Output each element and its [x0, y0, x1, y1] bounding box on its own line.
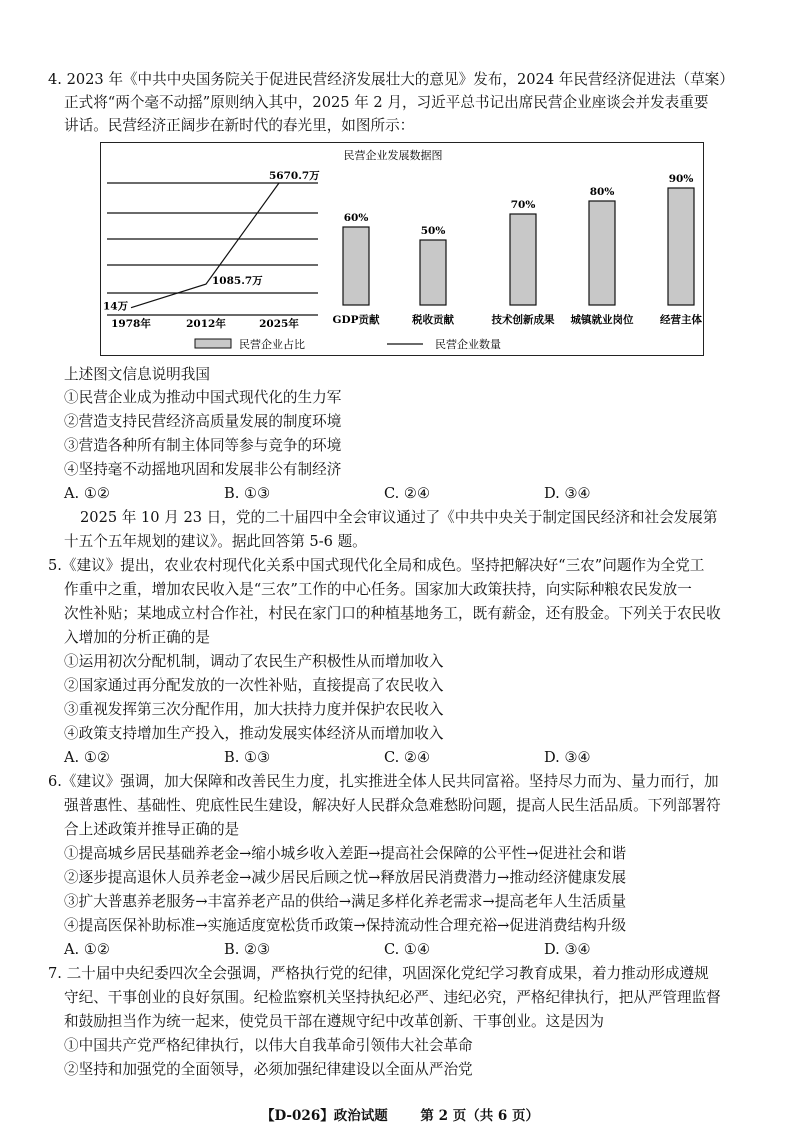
q4-item-2: ②营造支持民营经济高质量发展的制度环境	[64, 413, 342, 430]
q4-line-2: 正式将“两个毫不动摇”原则纳入其中，2025 年 2 月，习近平总书记出席民营企业座谈会并发表重要	[64, 94, 709, 111]
q5-item-4: ④政策支持增加生产投入，推动发展实体经济从而增加收入	[64, 725, 444, 742]
chart-title: 民营企业发展数据图	[343, 149, 443, 162]
q6-option-a[interactable]: A. ①②	[64, 941, 110, 958]
bar-data-label: 90%	[668, 173, 694, 185]
q4-line-1: 4. 2023 年《中共中央国务院关于促进民营经济发展壮大的意见》发布，2024 年民营经济促进法（草案）	[48, 71, 734, 88]
line-data-label: 5670.7万	[269, 170, 320, 182]
q7-item-1: ①中国共产党严格纪律执行，以伟大自我革命引领伟大社会革命	[64, 1037, 473, 1054]
bar-5	[668, 188, 694, 305]
q6-item-4: ④提高医保补助标准→实施适度宽松货币政策→保持流动性合理充裕→促进消费结构升级	[64, 917, 627, 934]
q7-item-2: ②坚持和加强党的全面领导，必须加强纪律建设以全面从严治党	[64, 1061, 473, 1078]
q6-option-b[interactable]: B. ②③	[224, 941, 271, 958]
intro-56-line-2: 十五个五年规划的建议》。据此回答第 5-6 题。	[64, 533, 367, 550]
q5-item-3: ③重视发挥第三次分配作用，加大扶持力度并保护农民收入	[64, 701, 444, 718]
chart-canvas	[101, 143, 705, 357]
legend-bar-swatch	[195, 339, 231, 348]
bar-category-label: 税收贡献	[412, 314, 454, 326]
bar-2	[420, 240, 446, 305]
bar-1	[343, 227, 369, 305]
q5-item-1: ①运用初次分配机制，调动了农民生产积极性从而增加收入	[64, 653, 444, 670]
q6-line-1: 6.《建议》强调，加大保障和改善民生力度，扎实推进全体人民共同富裕。坚持尽力而为、量力而行，加	[48, 773, 719, 790]
bar-category-label: 技术创新成果	[491, 314, 555, 326]
q5-item-2: ②国家通过再分配发放的一次性补贴，直接提高了农民收入	[64, 677, 444, 694]
q4-option-a[interactable]: A. ①②	[64, 485, 110, 502]
line-data-label: 1085.7万	[212, 275, 263, 288]
bar-category-label: 城镇就业岗位	[570, 314, 634, 326]
line-x-tick-label: 1978年	[111, 318, 151, 330]
q5-line-4: 入增加的分析正确的是	[64, 629, 210, 646]
q6-line-2: 强普惠性、基础性、兜底性民生建设，解决好人民群众急难愁盼问题，提高人民生活品质。下列部署符	[64, 797, 721, 814]
q6-item-3: ③扩大普惠养老服务→丰富养老产品的供给→满足多样化养老需求→提高老年人生活质量	[64, 893, 627, 910]
q6-line-3: 合上述政策并推导正确的是	[64, 821, 240, 838]
q7-line-1: 7. 二十届中央纪委四次全会强调，严格执行党的纪律，巩固深化党纪学习教育成果，着力推动形成遵规	[48, 965, 709, 982]
q5-option-d[interactable]: D. ③④	[544, 749, 591, 766]
q6-option-c[interactable]: C. ①④	[384, 941, 431, 958]
intro-56-line-1: 2025 年 10 月 23 日，党的二十届四中全会审议通过了《中共中央关于制定国民经济和社会发展第	[80, 509, 718, 526]
page-number: 第 2 页（共 6 页）	[420, 1108, 540, 1124]
q5-line-3: 次性补贴；某地成立村合作社，村民在家门口的种植基地务工，既有薪金，还有股金。下列关于农民收	[64, 605, 721, 622]
bar-4	[589, 201, 615, 305]
exam-code: 【D-026】政治试题	[260, 1108, 388, 1124]
q4-item-4: ④坚持毫不动摇地巩固和发展非公有制经济	[64, 461, 342, 478]
q7-line-3: 和鼓励担当作为统一起来，使党员干部在遵规守纪中改革创新、干事创业。这是因为	[64, 1013, 604, 1030]
line-data-label: 14万	[103, 300, 129, 313]
q6-option-d[interactable]: D. ③④	[544, 941, 591, 958]
bar-category-label: GDP贡献	[332, 314, 380, 326]
line-x-tick-label: 2025年	[259, 318, 299, 330]
q4-item-1: ①民营企业成为推动中国式现代化的生力军	[64, 389, 342, 406]
bar-data-label: 50%	[420, 225, 446, 237]
bar-data-label: 80%	[589, 186, 615, 198]
line-series-enterprise-count	[131, 183, 279, 308]
q5-line-2: 作重中之重，增加农民收入是“三农”工作的中心任务。国家加大政策扶持，向实际种粮农民发放一	[64, 581, 692, 598]
private-enterprise-chart	[100, 142, 704, 356]
q5-option-c[interactable]: C. ②④	[384, 749, 431, 766]
legend-bar-label: 民营企业占比	[239, 338, 305, 351]
q5-option-b[interactable]: B. ①③	[224, 749, 271, 766]
bar-category-label: 经营主体	[660, 314, 702, 326]
q7-line-2: 守纪、干事创业的良好氛围。纪检监察机关坚持执纪必严、违纪必究，严格纪律执行，把从严管理监督	[64, 989, 721, 1006]
q4-line-3: 讲话。民营经济正阔步在新时代的春光里，如图所示：	[64, 117, 415, 134]
q6-item-1: ①提高城乡居民基础养老金→缩小城乡收入差距→提高社会保障的公平性→促进社会和谐	[64, 845, 627, 862]
q4-option-b[interactable]: B. ①③	[224, 485, 271, 502]
line-x-tick-label: 2012年	[186, 318, 226, 330]
q5-option-a[interactable]: A. ①②	[64, 749, 110, 766]
q6-item-2: ②逐步提高退休人员养老金→减少居民后顾之忧→释放居民消费潜力→推动经济健康发展	[64, 869, 627, 886]
q4-stem-after-chart: 上述图文信息说明我国	[64, 366, 210, 383]
bar-data-label: 70%	[510, 199, 536, 211]
q4-option-c[interactable]: C. ②④	[384, 485, 431, 502]
q4-option-d[interactable]: D. ③④	[544, 485, 591, 502]
bar-data-label: 60%	[343, 212, 369, 224]
bar-3	[510, 214, 536, 305]
q5-line-1: 5.《建议》提出，农业农村现代化关系中国式现代化全局和成色。坚持把解决好“三农”问题作为全党工	[48, 557, 705, 574]
legend-line-label: 民营企业数量	[435, 338, 501, 351]
q4-item-3: ③营造各种所有制主体同等参与竞争的环境	[64, 437, 342, 454]
page-footer	[0, 1104, 800, 1124]
